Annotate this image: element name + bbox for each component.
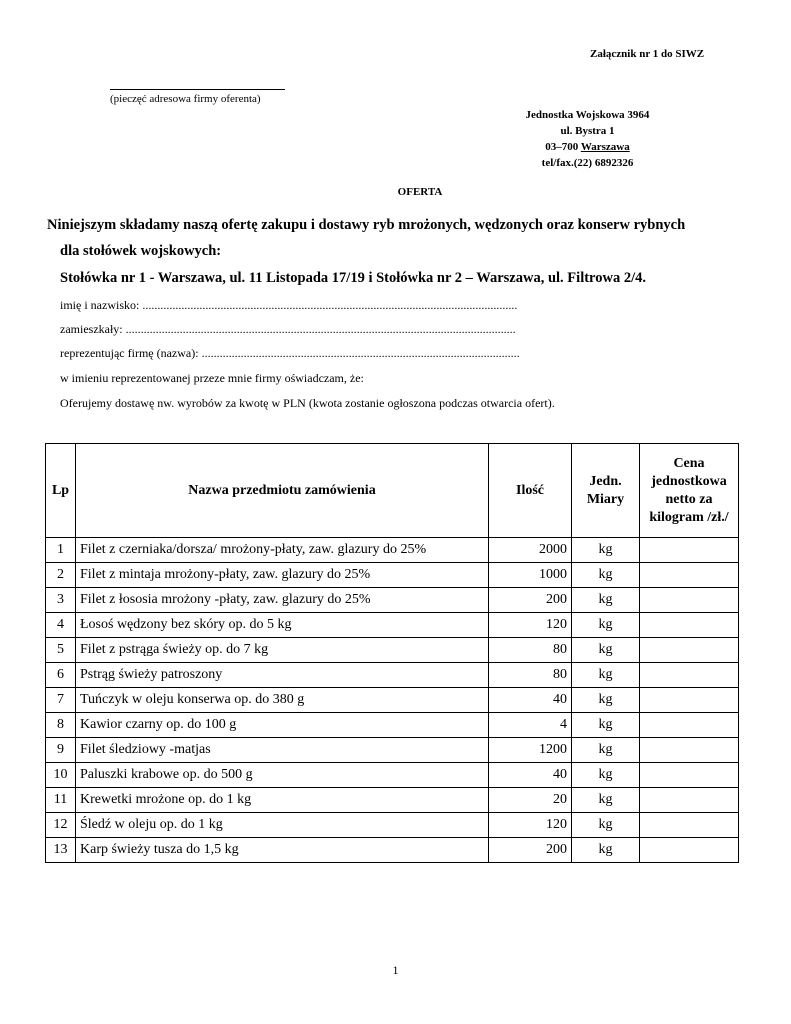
- addressee-city: Warszawa: [580, 141, 630, 153]
- field-residence: zamieszkały: ..................................................................................................................................: [60, 322, 516, 336]
- row-name: Śledź w oleju op. do 1 kg: [76, 813, 489, 838]
- row-unit: kg: [572, 763, 640, 788]
- row-price-cell: [640, 563, 739, 588]
- row-qty: 4: [489, 713, 572, 738]
- intro-line-2: dla stołówek wojskowych:: [60, 243, 222, 259]
- header-name: Nazwa przedmiotu zamówienia: [76, 444, 489, 538]
- row-qty: 200: [489, 588, 572, 613]
- document-title: OFERTA: [397, 186, 443, 198]
- row-unit: kg: [572, 538, 640, 563]
- row-lp: 5: [46, 638, 76, 663]
- header-unit-line-1: Jedn.: [589, 473, 622, 489]
- row-qty: 120: [489, 613, 572, 638]
- attachment-label: Załącznik nr 1 do SIWZ: [590, 48, 705, 60]
- row-qty: 40: [489, 763, 572, 788]
- header-price-line-1: Cena: [673, 455, 705, 471]
- row-price-cell: [640, 588, 739, 613]
- table-row: [46, 563, 739, 588]
- addressee-city-line: [490, 141, 685, 153]
- row-qty: 200: [489, 838, 572, 863]
- row-lp: 6: [46, 663, 76, 688]
- row-qty: 120: [489, 813, 572, 838]
- row-name: Filet z pstrąga świeży op. do 7 kg: [76, 638, 489, 663]
- row-name: Filet z czerniaka/dorsza/ mrożony-płaty, zaw. glazury do 25%: [76, 538, 489, 563]
- row-name: Pstrąg świeży patroszony: [76, 663, 489, 688]
- table-row: [46, 788, 739, 813]
- row-name: Krewetki mrożone op. do 1 kg: [76, 788, 489, 813]
- header-unit: [572, 444, 640, 538]
- row-lp: 2: [46, 563, 76, 588]
- header-lp: Lp: [46, 444, 76, 538]
- table-row: [46, 638, 739, 663]
- row-name: Łosoś wędzony bez skóry op. do 5 kg: [76, 613, 489, 638]
- row-unit: kg: [572, 713, 640, 738]
- row-unit: kg: [572, 838, 640, 863]
- row-price-cell: [640, 638, 739, 663]
- table-row: [46, 813, 739, 838]
- row-lp: 1: [46, 538, 76, 563]
- row-price-cell: [640, 738, 739, 763]
- row-price-cell: [640, 838, 739, 863]
- table-row: [46, 538, 739, 563]
- row-qty: 1200: [489, 738, 572, 763]
- row-lp: 8: [46, 713, 76, 738]
- row-qty: 80: [489, 638, 572, 663]
- row-price-cell: [640, 713, 739, 738]
- items-table: [45, 443, 739, 863]
- row-name: Karp świeży tusza do 1,5 kg: [76, 838, 489, 863]
- addressee-phone: tel/fax.(22) 6892326: [541, 157, 634, 169]
- row-unit: kg: [572, 638, 640, 663]
- offer-text: Oferujemy dostawę nw. wyrobów za kwotę w PLN (kwota zostanie ogłoszona podczas otwarcia ofert).: [60, 396, 555, 410]
- table-row: [46, 713, 739, 738]
- row-name: Filet z łososia mrożony -płaty, zaw. glazury do 25%: [76, 588, 489, 613]
- header-price-line-3: netto za: [665, 491, 713, 507]
- declaration-text: w imieniu reprezentowanej przeze mnie firmy oświadczam, że:: [60, 371, 364, 385]
- field-company: reprezentując firmę (nazwa): ..........................................................................................................: [60, 346, 520, 360]
- table-row: [46, 663, 739, 688]
- row-unit: kg: [572, 613, 640, 638]
- field-name: imię i nazwisko: .............................................................................................................................: [60, 298, 518, 312]
- row-lp: 10: [46, 763, 76, 788]
- row-name: Kawior czarny op. do 100 g: [76, 713, 489, 738]
- table-row: [46, 763, 739, 788]
- stamp-signature-line: [110, 89, 285, 90]
- row-price-cell: [640, 763, 739, 788]
- table-row: [46, 588, 739, 613]
- row-qty: 40: [489, 688, 572, 713]
- row-qty: 20: [489, 788, 572, 813]
- row-qty: 80: [489, 663, 572, 688]
- header-unit-line-2: Miary: [586, 491, 625, 507]
- row-unit: kg: [572, 813, 640, 838]
- row-lp: 12: [46, 813, 76, 838]
- header-price-line-4: kilogram /zł./: [649, 509, 729, 525]
- row-lp: 3: [46, 588, 76, 613]
- row-lp: 4: [46, 613, 76, 638]
- row-lp: 13: [46, 838, 76, 863]
- row-name: Paluszki krabowe op. do 500 g: [76, 763, 489, 788]
- page-number: 1: [392, 963, 399, 977]
- table-row: [46, 838, 739, 863]
- addressee-postal: 03–700: [545, 141, 579, 153]
- row-qty: 1000: [489, 563, 572, 588]
- addressee-unit: Jednostka Wojskowa 3964: [525, 109, 650, 121]
- table-row: [46, 738, 739, 763]
- intro-line-1: Niniejszym składamy naszą ofertę zakupu i dostawy ryb mrożonych, wędzonych oraz konserw rybnych: [47, 217, 686, 233]
- row-lp: 11: [46, 788, 76, 813]
- table-header-row: [46, 444, 739, 538]
- row-unit: kg: [572, 563, 640, 588]
- row-unit: kg: [572, 688, 640, 713]
- row-price-cell: [640, 788, 739, 813]
- row-lp: 9: [46, 738, 76, 763]
- row-price-cell: [640, 813, 739, 838]
- row-name: Tuńczyk w oleju konserwa op. do 380 g: [76, 688, 489, 713]
- row-qty: 2000: [489, 538, 572, 563]
- row-price-cell: [640, 613, 739, 638]
- addressee-street: ul. Bystra 1: [560, 125, 615, 137]
- row-unit: kg: [572, 788, 640, 813]
- row-price-cell: [640, 688, 739, 713]
- table-row: [46, 613, 739, 638]
- header-qty: Ilość: [489, 444, 572, 538]
- header-price-line-2: jednostkowa: [651, 473, 727, 489]
- row-price-cell: [640, 663, 739, 688]
- row-unit: kg: [572, 588, 640, 613]
- row-unit: kg: [572, 738, 640, 763]
- row-name: Filet śledziowy -matjas: [76, 738, 489, 763]
- table-row: [46, 688, 739, 713]
- header-price: [640, 444, 739, 538]
- row-name: Filet z mintaja mrożony-płaty, zaw. glazury do 25%: [76, 563, 489, 588]
- row-price-cell: [640, 538, 739, 563]
- row-lp: 7: [46, 688, 76, 713]
- row-unit: kg: [572, 663, 640, 688]
- stamp-label: (pieczęć adresowa firmy oferenta): [110, 93, 261, 105]
- intro-line-3: Stołówka nr 1 - Warszawa, ul. 11 Listopada 17/19 i Stołówka nr 2 – Warszawa, ul. Filtrowa 2/4.: [60, 270, 646, 286]
